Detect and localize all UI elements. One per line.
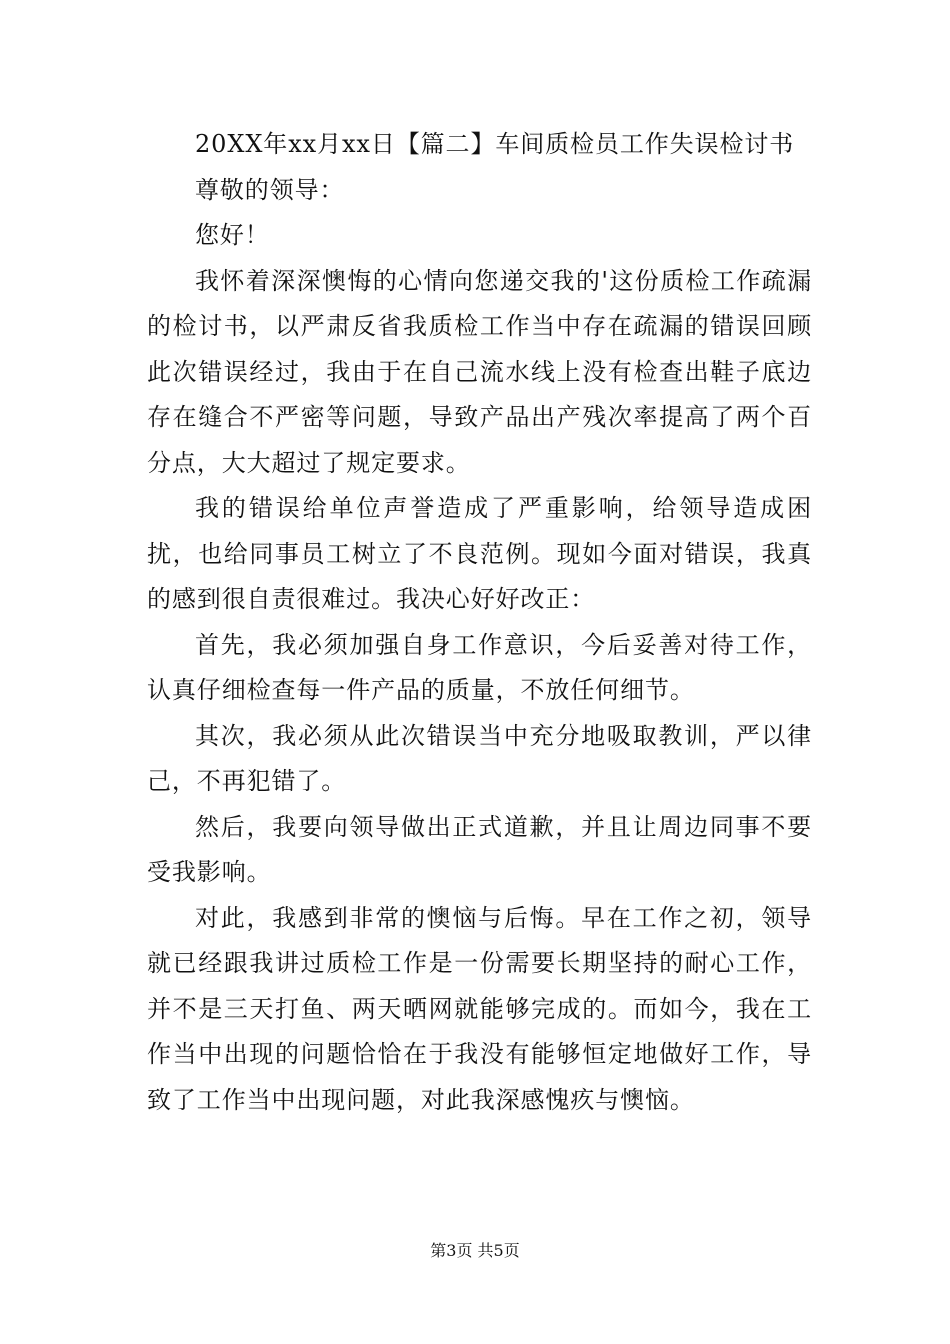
body-paragraph: 然后，我要向领导做出正式道歉，并且让周边同事不要受我影响。 bbox=[147, 812, 812, 886]
document-body bbox=[147, 122, 812, 1123]
body-paragraph: 对此，我感到非常的懊恼与后悔。早在工作之初，领导就已经跟我讲过质检工作是一份需要长期坚持的耐心工作，并不是三天打鱼、两天晒网就能够完成的。而如今，我在工作当中出现的问题恰恰在于我没有能够恒定地做好工作，导致了工作当中出现问题，对此我深感愧疚与懊恼。 bbox=[147, 903, 812, 1114]
title-paragraph: 20XX年xx月xx日【篇二】车间质检员工作失误检讨书 bbox=[195, 130, 795, 158]
body-paragraph: 其次，我必须从此次错误当中充分地吸取教训，严以律己，不再犯错了。 bbox=[147, 721, 812, 795]
body-paragraph: 我怀着深深懊悔的心情向您递交我的'这份质检工作疏漏的检讨书，以严肃反省我质检工作当中存在疏漏的错误回顾此次错误经过，我由于在自己流水线上没有检查出鞋子底边存在缝合不严密等问题，导致产品出产残次率提高了两个百分点，大大超过了规定要求。 bbox=[147, 266, 812, 477]
page-number-footer: 第3页 共5页 bbox=[430, 1241, 520, 1260]
salutation: 尊敬的领导： bbox=[195, 175, 345, 204]
greeting: 您好！ bbox=[195, 221, 270, 249]
body-paragraph: 首先，我必须加强自身工作意识，今后妥善对待工作，认真仔细检查每一件产品的质量，不放任何细节。 bbox=[147, 630, 812, 704]
body-paragraph: 我的错误给单位声誉造成了严重影响，给领导造成困扰，也给同事员工树立了不良范例。现如今面对错误，我真的感到很自责很难过。我决心好好改正： bbox=[147, 494, 812, 613]
